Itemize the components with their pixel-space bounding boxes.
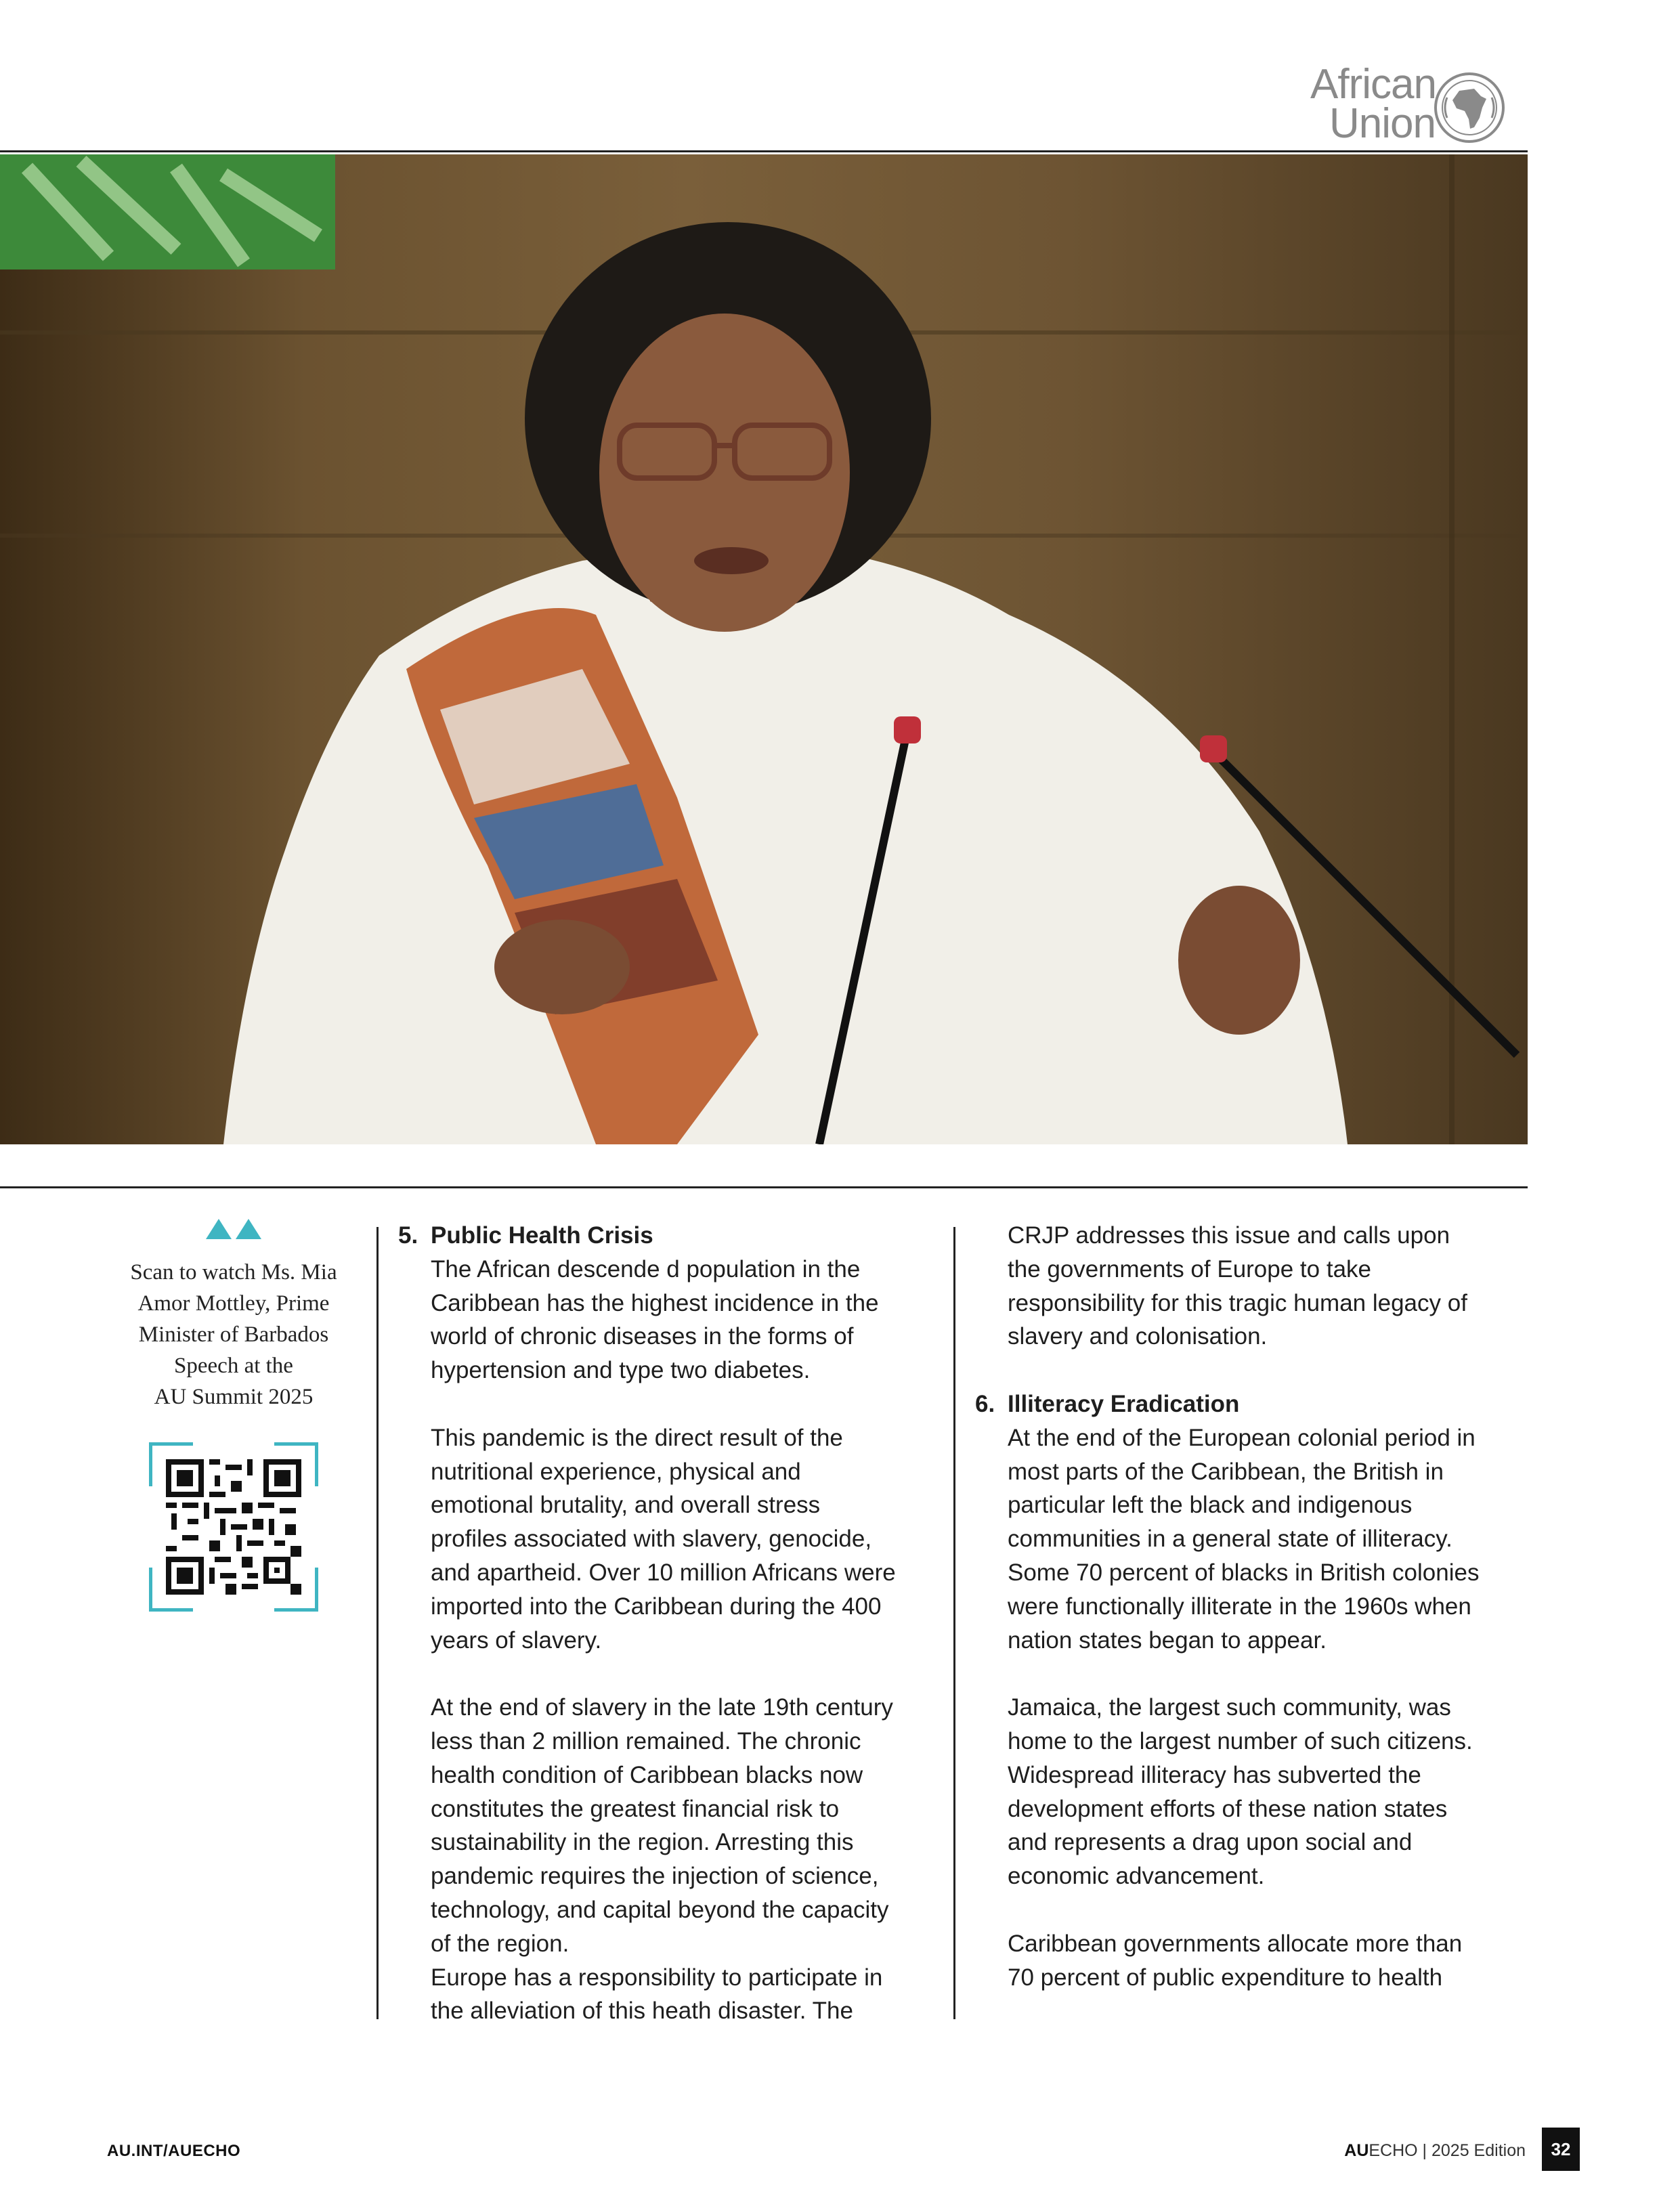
text-line: years of slavery. [431, 1626, 602, 1654]
text-line: development efforts of these nation states [1008, 1795, 1448, 1822]
item-number: 5. [398, 1222, 418, 1249]
text-line: most parts of the Caribbean, the British in [1008, 1458, 1444, 1485]
brand-rest: ECHO [1369, 2141, 1418, 2160]
column-divider [376, 1227, 379, 2019]
page-number: 32 [1542, 2128, 1580, 2171]
caption-line: Speech at the [174, 1354, 293, 1378]
text-line: world of chronic diseases in the forms of [431, 1323, 854, 1350]
brand-bold: AU [1344, 2141, 1369, 2160]
text-line: pandemic requires the injection of science, [431, 1863, 879, 1890]
logo-line-1: African [1310, 61, 1436, 108]
text-line: particular left the black and indigenous [1008, 1492, 1413, 1519]
text-line: hypertension and type two diabetes. [431, 1357, 811, 1384]
section-public-health [398, 1219, 913, 2028]
text-line: technology, and capital beyond the capacity [431, 1896, 889, 1923]
logo-line-2: Union [1329, 100, 1436, 147]
text-line: the governments of Europe to take [1008, 1255, 1371, 1282]
qr-caption [108, 1257, 359, 1412]
text-line: This pandemic is the direct result of the [431, 1424, 843, 1451]
caption-line: Amor Mottley, Prime [137, 1291, 330, 1316]
item-number: 6. [975, 1390, 995, 1417]
section-heading: Public Health Crisis [431, 1222, 653, 1249]
text-line: less than 2 million remained. The chronic [431, 1727, 861, 1754]
qr-code[interactable] [149, 1442, 318, 1612]
qr-sidebar [108, 1219, 359, 1612]
text-line: CRJP addresses this issue and calls upon [1008, 1222, 1450, 1249]
text-line: sustainability in the region. Arresting this [431, 1829, 854, 1856]
column-divider [953, 1227, 955, 2019]
text-line: The African descende d population in the [431, 1255, 861, 1282]
text-line: economic advancement. [1008, 1863, 1265, 1890]
edition-text: | 2025 Edition [1417, 2141, 1526, 2160]
text-line: home to the largest number of such citizens. [1008, 1727, 1473, 1754]
african-union-logo [1310, 61, 1513, 153]
text-line: slavery and colonisation. [1008, 1323, 1268, 1350]
section-illiteracy [975, 1387, 1490, 1994]
text-line: and apartheid. Over 10 million Africans were [431, 1559, 896, 1586]
speaker-photo [0, 154, 1528, 1144]
text-line: Caribbean has the highest incidence in the [431, 1289, 879, 1316]
triangle-icon [236, 1219, 261, 1239]
text-line: Widespread illiteracy has subverted the [1008, 1761, 1421, 1788]
photo-illustration [0, 154, 1528, 1144]
footer-url[interactable]: AU.INT/AUECHO [107, 2142, 241, 2160]
section-continuation [975, 1219, 1490, 1354]
text-line: emotional brutality, and overall stress [431, 1492, 821, 1519]
text-line: nutritional experience, physical and [431, 1458, 801, 1485]
text-line: communities in a general state of illiteracy. [1008, 1526, 1452, 1553]
text-line: the alleviation of this heath disaster. The [431, 1998, 853, 2025]
logo-wordmark [1310, 61, 1436, 147]
text-line: responsibility for this tragic human legacy of [1008, 1289, 1467, 1316]
triangle-icon [206, 1219, 232, 1239]
text-line: At the end of the European colonial period in [1008, 1424, 1476, 1451]
text-line: were functionally illiterate in the 1960s when [1008, 1593, 1471, 1620]
text-line: Jamaica, the largest such community, was [1008, 1694, 1451, 1721]
text-line: Europe has a responsibility to participate in [431, 1964, 883, 1991]
text-line: At the end of slavery in the late 19th century [431, 1694, 893, 1721]
text-line: profiles associated with slavery, genocide, [431, 1526, 872, 1553]
section-rule [0, 1186, 1528, 1188]
text-column-2 [975, 1219, 1490, 1994]
text-line: of the region. [431, 1930, 569, 1957]
text-line: constitutes the greatest financial risk to [431, 1795, 840, 1822]
caption-line: AU Summit 2025 [154, 1385, 314, 1409]
text-line: and represents a drag upon social and [1008, 1829, 1413, 1856]
text-line: nation states began to appear. [1008, 1626, 1327, 1654]
caption-line: Scan to watch Ms. Mia [130, 1260, 337, 1285]
text-column-1 [398, 1219, 913, 2028]
text-line: 70 percent of public expenditure to health [1008, 1964, 1443, 1991]
text-line: Some 70 percent of blacks in British colonies [1008, 1559, 1480, 1586]
caption-line: Minister of Barbados [138, 1322, 329, 1347]
qr-code-icon [166, 1459, 301, 1595]
text-line: imported into the Caribbean during the 400 [431, 1593, 882, 1620]
footer-edition [1344, 2141, 1526, 2161]
top-rule [0, 150, 1528, 152]
up-arrows-icon [108, 1219, 359, 1242]
au-emblem-icon [1432, 70, 1507, 145]
text-line: health condition of Caribbean blacks now [431, 1761, 863, 1788]
section-heading: Illiteracy Eradication [1008, 1390, 1240, 1417]
text-line: Caribbean governments allocate more than [1008, 1930, 1463, 1957]
